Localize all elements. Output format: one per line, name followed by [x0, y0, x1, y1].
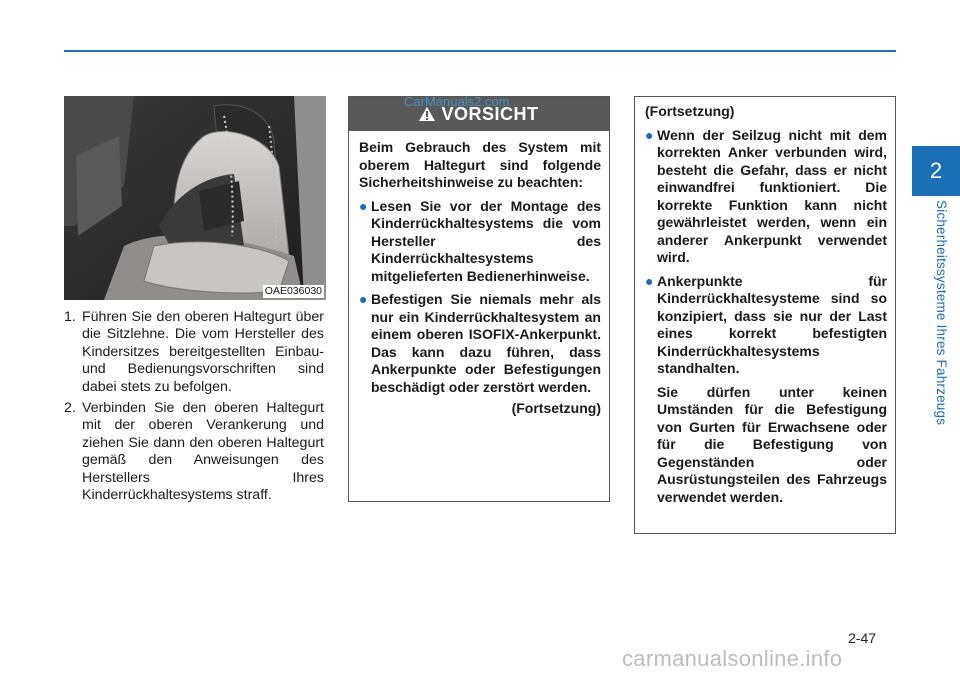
step-item [64, 400, 324, 504]
chapter-title: Sicherheitssysteme Ihres Fahrzeugs [934, 200, 949, 426]
step-item [64, 309, 324, 396]
child-seat-photo [64, 96, 326, 300]
caution-bullet-text: Lesen Sie vor der Montage des Kinderrückhaltesystems die vom Hersteller des Kinderrückhaltesystems mitgelieferten Bedienerhinweise. [371, 197, 601, 284]
chapter-number: 2 [929, 158, 943, 183]
continued-bullet-text: Wenn der Seilzug nicht mit dem korrekten Anker verbunden wird, besteht die Gefahr, dass er nicht einwandfrei funktioniert. Die korrekte Funktion kann nicht gewährleistet werden, wenn ein anderer Ankerpunkt verwendet wird. [657, 126, 887, 265]
watermark-bottom[interactable]: carmanualsonline.info [622, 646, 843, 671]
bullet-dot-icon: ● [645, 272, 654, 289]
chapter-tab[interactable] [912, 146, 960, 196]
caution-title: VORSICHT [441, 103, 539, 124]
continued-bullet [645, 273, 887, 378]
bullet-dot-icon: ● [359, 291, 368, 307]
step-number: 2. [64, 400, 76, 417]
continued-bullet [645, 127, 887, 267]
caution-bullet [359, 291, 601, 396]
caution-bullet-text: Befestigen Sie niemals mehr als nur ein Kinderrückhaltesystem an einem oberen ISOFIX-Ankerpunkt. Das kann dazu führen, dass Ankerpunkte oder Befestigungen beschädigt oder zerstört werden. [371, 291, 601, 395]
child-seat-illustration [64, 96, 326, 300]
page-number: 2-47 [848, 630, 877, 646]
top-rule [64, 50, 896, 52]
bullet-dot-icon: ● [645, 126, 654, 143]
continued-bullet-text: Ankerpunkte für Kinderrückhaltesysteme sind so konzipiert, dass sie nur der Last eines korrekt befestigten Kinderrückhaltesystems standhalten. [657, 272, 887, 376]
caution-box [348, 96, 610, 502]
step-text: Führen Sie den oberen Haltegurt über die Sitzlehne. Die vom Hersteller des Kindersitzes bereitgestellten Einbau- und Bedienungsvorschriften sind dabei stets zu befolgen. [82, 309, 324, 395]
figure-code: OAE036030 [264, 285, 322, 297]
step-number: 1. [64, 309, 76, 325]
watermark-top: CarManuals2.com [404, 94, 510, 109]
caution-body [349, 131, 609, 418]
warning-triangle-icon [419, 107, 435, 121]
continued-heading: (Fortsetzung) [645, 103, 735, 119]
caution-bullet [359, 198, 601, 286]
step-text: Verbinden Sie den oberen Haltegurt mit der oberen Verankerung und ziehen Sie dann den oberen Haltegurt gemäß den Anweisungen des Herstellers Ihres Kinderrückhaltesystems straff. [82, 400, 324, 504]
caution-continued-label: (Fortsetzung) [511, 400, 601, 416]
continued-subparagraph: Sie dürfen unter keinen Umständen für die Befestigung von Gurten für Erwachsene oder für die Befestigung von Gegenständen oder Ausrüstungsteilen des Fahrzeugs verwendet werden. [657, 383, 887, 505]
caution-intro: Beim Gebrauch des System mit oberem Haltegurt sind folgende Sicherheitshinweise zu beachten: [359, 139, 601, 190]
continued-box [634, 96, 896, 534]
installation-steps [64, 309, 324, 508]
bullet-dot-icon: ● [359, 197, 368, 214]
